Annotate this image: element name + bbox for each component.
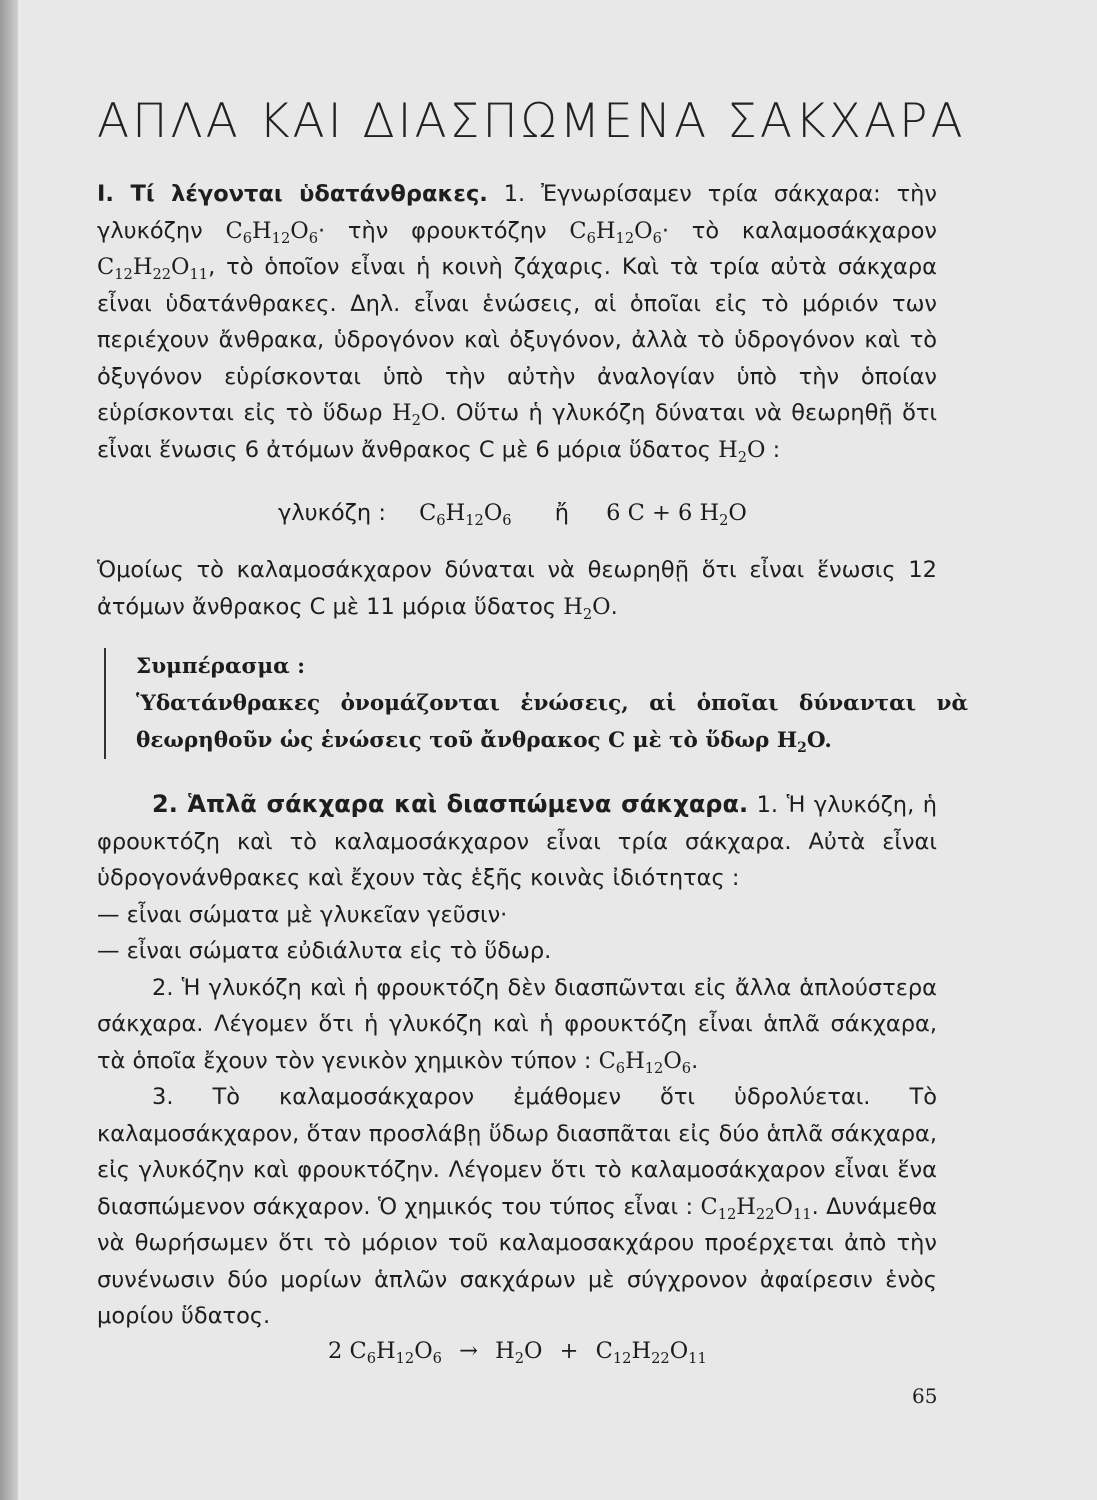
text-run: . Δυνάμεθα νὰ θωρήσωμεν ὅτι τὸ μόριον τοῦ καλαμοσακχάρου προέρχεται ἀπὸ τὴν συνένωσιν δύο μορίων ἁπλῶν σακχάρων μὲ σύγχρονον ἀφαίρεσιν ἑνὸς μορίου ὕδατος.: [97, 1193, 937, 1329]
text-run: 3. Τὸ καλαμοσάκχαρον ἐμάθομεν ὅτι ὑδρολύεται. Τὸ καλαμοσάκχαρον, ὅταν προσλάβῃ ὕδωρ διασπᾶται εἰς δύο ἁπλᾶ σάκχαρα, εἰς γλυκόζην καὶ φρουκτόζην. Λέγομεν ὅτι τὸ καλαμοσάκχαρον εἶναι ἕνα διασπώμενον σάκχαρον. Ὁ χημικός του τύπος εἶναι :: [97, 1084, 937, 1220]
water-formula: $H_2O$: [718, 436, 766, 466]
list-item: — εἶναι σώματα μὲ γλυκεῖαν γεῦσιν·: [97, 901, 508, 928]
text-run: , τὸ ὁποῖον εἶναι ἡ κοινὴ ζάχαρις. Καὶ τὰ τρία αὐτὰ σάκχαρα εἶναι ὑδατάνθρακες. Δηλ. εἶναι ἑνώσεις, αἱ ὁποῖαι εἰς τὸ μόριόν των περιέχουν ἄνθρακα, ὑδρογόνον καὶ ὀξυγόνον, ἀλλὰ τὸ ὑδρογόνον καὶ τὸ ὀξυγόνον εὑρίσκονται ὑπὸ τὴν αὐτὴν ἀναλογίαν ὑπὸ τὴν ὁποίαν εὑρίσκονται εἰς τὸ ὕδωρ: [97, 254, 937, 426]
water-formula: $H_2O$: [495, 1338, 543, 1368]
glucose-equation: [278, 500, 747, 530]
equation-label: γλυκόζη :: [278, 500, 386, 526]
sucrose-formula: $C_{12}H_{22}O_{11}$: [595, 1338, 707, 1368]
text-run: 2. Ἡ γλυκόζη καὶ ἡ φρουκτόζη δὲν διασπῶνται εἰς ἄλλα ἁπλούστερα σάκχαρα. Λέγομεν ὅτι ἡ γλυκόζη καὶ ἡ φρουκτόζη εἶναι ἁπλᾶ σάκχαρα, τὰ ὁποῖα ἔχουν τὸν γενικὸν χημικὸν τύπον :: [97, 974, 937, 1074]
glucose-formula: $C_6H_{12}O_6$: [419, 500, 512, 530]
glucose-formula: $C_6H_{12}O_6$: [598, 1047, 692, 1077]
section-1-title: Ι. Τί λέγονται ὑδατάνθρακες.: [97, 181, 488, 207]
sucrose-formula: $C_{12}H_{22}O_{11}$: [700, 1193, 812, 1223]
page-title: ΑΠΛΑ ΚΑΙ ΔΙΑΣΠΩΜΕΝΑ ΣΑΚΧΑΡΑ: [97, 94, 966, 149]
text-run: 1. Ἐγνωρίσαμεν τρία σάκχαρα: τὴν γλυκόζην: [97, 181, 937, 244]
conclusion-text: Ὑδατάνθρακες ὀνομάζονται ἑνώσεις, αἱ ὁποῖαι δύνανται νὰ θεωρηθοῦν ὡς ἑνώσεις τοῦ ἄνθρακος C μὲ τὸ ὕδωρ: [136, 691, 968, 753]
sucrose-formula: $C_{12}H_{22}O_{11}$: [97, 254, 209, 284]
section-1-paragraph-2: Ὁμοίως τὸ καλαμοσάκχαρον δύναται νὰ θεωρηθῇ ὅτι εἶναι ἕνωσις 12 ἀτόμων ἄνθρακος C μὲ 11 μόρια ὕδατος $H_2O$.: [97, 557, 937, 623]
text-run: 1. Ἡ γλυκόζη, ἡ φρουκτόζη καὶ τὸ καλαμοσάκχαρον εἶναι τρία σάκχαρα. Αὐτὰ εἶναι ὑδρογονάνθρακες καὶ ἔχουν τὰς ἑξῆς κοινὰς ἰδιότητας :: [97, 792, 937, 891]
water-formula: $H_2O$: [563, 593, 611, 623]
text-run: τὴν φρουκτόζην: [325, 217, 570, 244]
equation-or: ἤ: [554, 500, 569, 526]
plus-sign: +: [559, 1338, 579, 1364]
section-2-title: 2. Ἁπλᾶ σάκχαρα καὶ διασπώμενα σάκχαρα.: [152, 790, 749, 818]
conclusion-label: Συμπέρασμα :: [136, 654, 306, 679]
page-number: 65: [912, 1384, 938, 1408]
water-formula: $H_2O$: [391, 400, 440, 430]
reaction-arrow: →: [459, 1338, 478, 1364]
list-item: — εἶναι σώματα εὐδιάλυτα εἰς τὸ ὕδωρ.: [97, 938, 552, 964]
page-binding-edge: [0, 0, 18, 1500]
section-2-content: 2. Ἁπλᾶ σάκχαρα καὶ διασπώμενα σάκχαρα. 1. Ἡ γλυκόζη, ἡ φρουκτόζη καὶ τὸ καλαμοσάκχαρον εἶναι τρία σάκχαρα. Αὐτὰ εἶναι ὑδρογονάνθρακες καὶ ἔχουν τὰς ἑξῆς κοινὰς ἰδιότητας : — εἶναι σώματα μὲ γλυκεῖαν γεῦσιν· — εἶναι σώματα εὐδιάλυτα εἰς τὸ ὕδωρ. 2. Ἡ γλυκόζη καὶ ἡ φρουκτόζη δὲν διασπῶνται εἰς ἄλλα ἁπλούστερα σάκχαρα. Λέγομεν ὅτι ἡ γλυκόζη καὶ ἡ φρουκτόζη εἶναι ἁπλᾶ σάκχαρα, τὰ ὁποῖα ἔχουν τὸν γενικὸν χημικὸν τύπον : $C_6H_{12}O_6$. 3. Τὸ καλαμοσάκχαρον ἐμάθομεν ὅτι ὑδρολύεται. Τὸ καλαμοσάκχαρον, ὅταν προσλάβῃ ὕδωρ διασπᾶται εἰς δύο ἁπλᾶ σάκχαρα, εἰς γλυκόζην καὶ φρουκτόζην. Λέγομεν ὅτι τὸ καλαμοσάκχαρον εἶναι ἕνα διασπώμενον σάκχαρον. Ὁ χημικός του τύπος εἶναι : $C_{12}H_{22}O_{11}$. Δυνάμεθα νὰ θωρήσωμεν ὅτι τὸ μόριον τοῦ καλαμοσακχάρου προέρχεται ἀπὸ τὴν συνένωσιν δύο μορίων ἁπλῶν σακχάρων μὲ σύγχρονον ἀφαίρεσιν ἑνὸς μορίου ὕδατος.: [97, 790, 937, 1329]
section-1-paragraph: Ι. Τί λέγονται ὑδατάνθρακες. 1. Ἐγνωρίσαμεν τρία σάκχαρα: τὴν γλυκόζην $C_6H_{12}O_6\cdot$ τὴν φρουκτόζην $C_6H_{12}O_6\cdot$ τὸ καλαμοσάκχαρον $C_{12}H_{22}O_{11}$, τὸ ὁποῖον εἶναι ἡ κοινὴ ζάχαρις. Καὶ τὰ τρία αὐτὰ σάκχαρα εἶναι ὑδατάνθρακες. Δηλ. εἶναι ἑνώσεις, αἱ ὁποῖαι εἰς τὸ μόριόν των περιέχουν ἄνθρακα, ὑδρογόνον καὶ ὀξυγόνον, ἀλλὰ τὸ ὑδρογόνον καὶ τὸ ὀξυγόνον εὑρίσκονται ὑπὸ τὴν αὐτὴν ἀναλογίαν ὑπὸ τὴν ὁποίαν εὑρίσκονται εἰς τὸ ὕδωρ $H_2O$. Οὕτω ἡ γλυκόζη δύναται νὰ θεωρηθῇ ὅτι εἶναι ἕνωσις 6 ἀτόμων ἄνθρακος C μὲ 6 μόρια ὕδατος $H_2O$ :: [97, 181, 938, 466]
equation-right: 6 C + 6 $H_2O$: [606, 500, 747, 530]
glucose-formula: $C_6H_{12}O_6$: [349, 1338, 442, 1368]
glucose-formula: $C_6H_{12}O_6$: [225, 217, 318, 247]
text-run: τὸ καλαμοσάκχαρον: [669, 217, 937, 244]
text-run: Ὁμοίως τὸ καλαμοσάκχαρον δύναται νὰ θεωρηθῇ ὅτι εἶναι ἕνωσις 12 ἀτόμων ἄνθρακος C μὲ 11 μόρια ὕδατος: [97, 557, 937, 620]
water-formula: $H_2O$: [776, 728, 825, 756]
text-run: . Οὕτω ἡ γλυκόζη δύναται νὰ θεωρηθῇ ὅτι εἶναι ἕνωσις 6 ἀτόμων ἄνθρακος C μὲ 6 μόρια ὕδατος: [97, 400, 938, 463]
fructose-formula: $C_6H_{12}O_6$: [569, 217, 662, 247]
conclusion-box: Συμπέρασμα : Ὑδατάνθρακες ὀνομάζονται ἑνώσεις, αἱ ὁποῖαι δύνανται νὰ θεωρηθοῦν ὡς ἑνώσεις τοῦ ἄνθρακος C μὲ τὸ ὕδωρ $H_2O$.: [104, 648, 968, 759]
sucrose-equation: 2 $C_6H_{12}O_6 \to H_2O + C_{12}H_{22}O_{11}$: [328, 1338, 707, 1368]
